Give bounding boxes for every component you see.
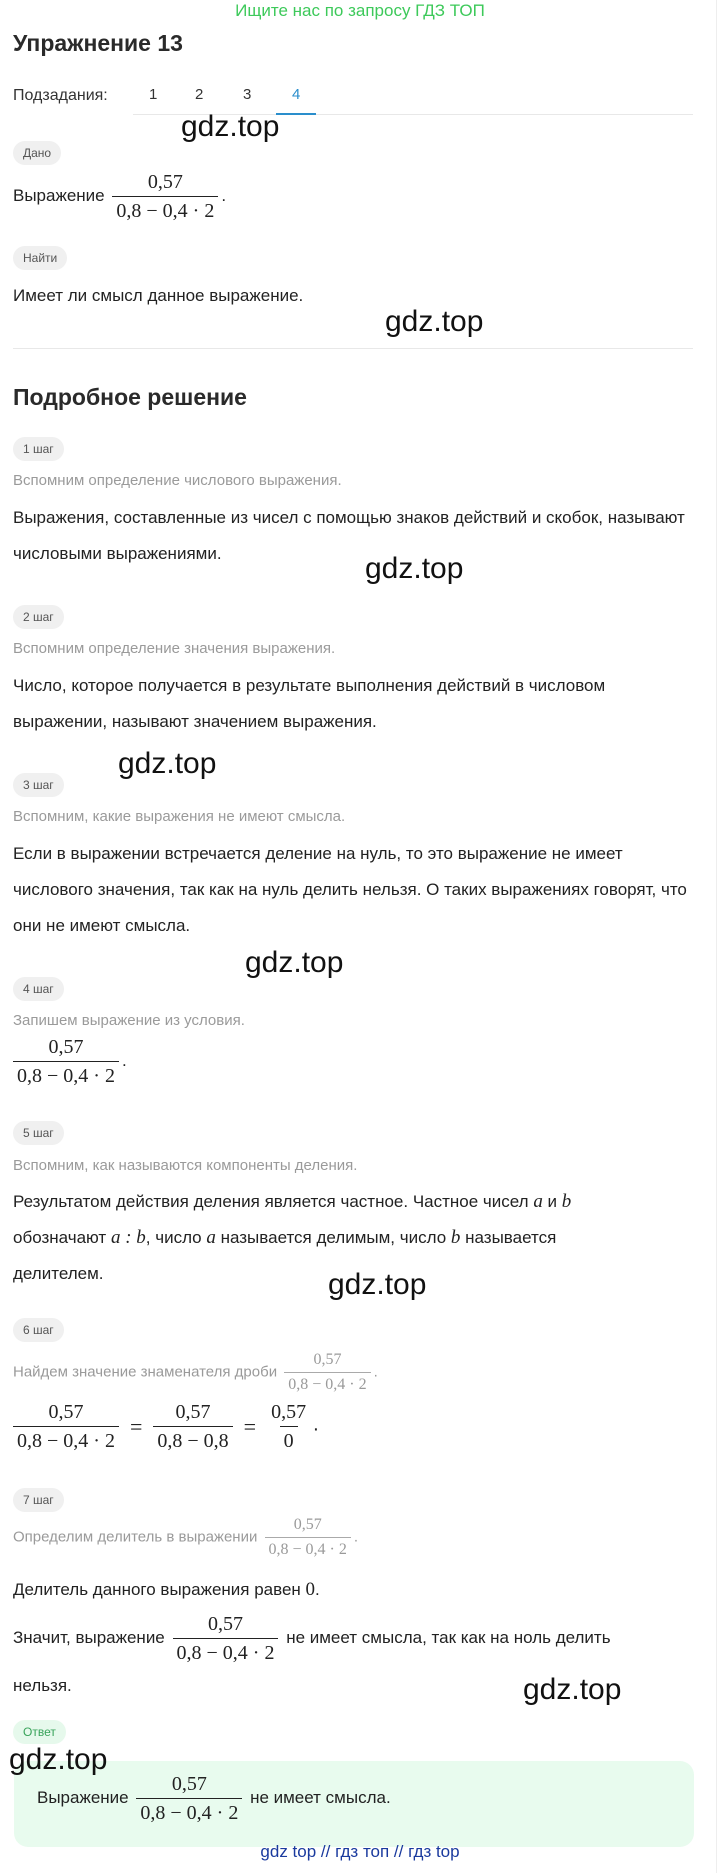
step-7-text: не имеет смысла, так как на ноль делить bbox=[286, 1627, 611, 1647]
and-word: и bbox=[547, 1192, 558, 1211]
step-3-text: Если в выражении встречается деление на нуль, то это выражение не имеет числового значения, так как на нуль делить нельзя. О таких выражениях говорят, что они не имеют смысла. bbox=[13, 844, 687, 935]
subtask-tab-1[interactable]: 1 bbox=[149, 86, 158, 103]
fraction-denominator: 0,8 − 0,8 bbox=[153, 1426, 232, 1453]
step-5-hint: Вспомним, как называются компоненты деления. bbox=[13, 1157, 358, 1174]
answer-text bbox=[37, 1772, 391, 1825]
var-a: a bbox=[533, 1191, 543, 1212]
given-expression bbox=[13, 170, 226, 223]
page-title: Упражнение 13 bbox=[13, 30, 183, 56]
watermark: gdz.top bbox=[385, 305, 484, 338]
fraction-denominator: 0,8 − 0,4 · 2 bbox=[265, 1537, 351, 1560]
step-5-text: Результатом действия деления является частное. Частное чисел bbox=[13, 1192, 529, 1211]
step-6-hint: Найдем значение знаменателя дроби $\frac{0,57}{0,8 - 0,4 \cdot 2}$ . bbox=[13, 1351, 378, 1393]
step-6-fraction-3 bbox=[267, 1400, 310, 1453]
fraction-denominator: 0,8 − 0,4 · 2 bbox=[173, 1638, 279, 1665]
footer-links[interactable]: gdz top // гдз топ // гдз top bbox=[260, 1842, 460, 1861]
step-7-text: Значит, выражение bbox=[13, 1627, 165, 1647]
active-tab-underline bbox=[276, 113, 316, 115]
given-pill: Дано bbox=[13, 141, 61, 165]
subtask-tab-4[interactable]: 4 bbox=[292, 86, 301, 103]
fraction-numerator: 0,57 bbox=[48, 1036, 84, 1058]
quotient-notation: a : b bbox=[110, 1227, 146, 1248]
equals-sign: = bbox=[243, 1413, 257, 1439]
step-6-hint-text: Найдем значение знаменателя дроби bbox=[13, 1363, 278, 1381]
step-7-fraction bbox=[173, 1612, 279, 1665]
period: . bbox=[315, 1580, 320, 1599]
fraction-numerator: 0,57 bbox=[207, 1613, 243, 1635]
step-7-line-1 bbox=[13, 1572, 320, 1608]
step-5-tail bbox=[13, 1256, 104, 1292]
step-7-text: Делитель данного выражения равен bbox=[13, 1580, 301, 1599]
find-text: Имеет ли смысл данное выражение. bbox=[13, 286, 304, 305]
fraction-denominator: 0,8 − 0,4 · 2 bbox=[284, 1372, 370, 1395]
step-3-hint: Вспомним, какие выражения не имеют смысла. bbox=[13, 808, 346, 825]
step-6-equation bbox=[10, 1400, 319, 1453]
step-5-line-1 bbox=[13, 1184, 571, 1220]
step-5-text: называется делимым, число bbox=[220, 1228, 447, 1247]
watermark: gdz.top bbox=[118, 747, 217, 780]
answer-prefix: Выражение bbox=[37, 1787, 129, 1807]
step-5-line-2 bbox=[13, 1220, 556, 1256]
answer-pill: Ответ bbox=[13, 1720, 66, 1744]
fraction-denominator: 0 bbox=[280, 1426, 298, 1453]
watermark: gdz.top bbox=[181, 110, 280, 143]
fraction-numerator: 0,57 bbox=[293, 1516, 322, 1533]
step-2-hint: Вспомним определение значения выражения. bbox=[13, 640, 336, 657]
step-5-text: делителем. bbox=[13, 1264, 104, 1283]
step-2-text: Число, которое получается в результате выполнения действий в числовом выражении, называют значением выражения. bbox=[13, 676, 606, 731]
step-4-suffix: . bbox=[121, 1050, 127, 1070]
step-3-pill: 3 шаг bbox=[13, 773, 64, 797]
solution-title: Подробное решение bbox=[13, 384, 247, 410]
watermark: gdz.top bbox=[245, 946, 344, 979]
step-7-hint: Определим делитель в выражении $\frac{0,57}{0,8 - 0,4 \cdot 2}$ . bbox=[13, 1516, 359, 1558]
fraction-numerator: 0,57 bbox=[147, 171, 183, 193]
fraction-numerator: 0,57 bbox=[48, 1401, 84, 1423]
step-7-hint-text: Определим делитель в выражении bbox=[13, 1528, 258, 1546]
find-pill: Найти bbox=[13, 246, 67, 270]
step-5-text: обозначают bbox=[13, 1228, 107, 1247]
page-edge-line bbox=[716, 0, 717, 1873]
subtask-tab-3[interactable]: 3 bbox=[243, 86, 252, 103]
period: . bbox=[313, 1413, 319, 1436]
step-1-pill: 1 шаг bbox=[13, 437, 64, 461]
var-b: b bbox=[561, 1191, 572, 1212]
step-7-line-2 bbox=[13, 1612, 611, 1665]
step-6-fraction-1 bbox=[13, 1400, 119, 1453]
var-b: b bbox=[450, 1227, 461, 1248]
step-4-pill: 4 шаг bbox=[13, 977, 64, 1001]
watermark: gdz.top bbox=[523, 1673, 622, 1706]
step-5-pill: 5 шаг bbox=[13, 1121, 64, 1145]
step-6-hint-fraction bbox=[284, 1350, 370, 1395]
step-7-hint-fraction bbox=[265, 1515, 351, 1560]
fraction-denominator: 0,8 − 0,4 · 2 bbox=[13, 1061, 119, 1088]
subtasks-label: Подзадания: bbox=[13, 87, 108, 104]
fraction-denominator: 0,8 − 0,4 · 2 bbox=[136, 1798, 242, 1825]
step-2-pill: 2 шаг bbox=[13, 605, 64, 629]
step-4-fraction bbox=[13, 1035, 119, 1088]
fraction-numerator: 0,57 bbox=[175, 1401, 211, 1423]
fraction-numerator: 0,57 bbox=[171, 1773, 207, 1795]
fraction-numerator: 0,57 bbox=[271, 1401, 307, 1423]
step-7-pill: 7 шаг bbox=[13, 1488, 64, 1512]
watermark: gdz.top bbox=[9, 1743, 108, 1776]
zero-value: 0 bbox=[305, 1579, 316, 1600]
watermark: gdz.top bbox=[365, 552, 464, 585]
given-fraction bbox=[112, 170, 218, 223]
equals-sign: = bbox=[129, 1413, 143, 1439]
given-prefix: Выражение bbox=[13, 185, 105, 205]
var-a: a bbox=[206, 1227, 216, 1248]
step-7-line-3: нельзя. bbox=[13, 1676, 72, 1695]
subtask-tab-2[interactable]: 2 bbox=[195, 86, 204, 103]
answer-fraction bbox=[136, 1772, 242, 1825]
step-5-text: , число bbox=[145, 1228, 202, 1247]
given-suffix: . bbox=[221, 185, 227, 205]
step-6-fraction-2 bbox=[153, 1400, 232, 1453]
step-1-text: Выражения, составленные из чисел с помощью знаков действий и скобок, называют числовыми выражениями. bbox=[13, 508, 685, 563]
watermark: gdz.top bbox=[328, 1268, 427, 1301]
fraction-denominator: 0,8 − 0,4 · 2 bbox=[13, 1426, 119, 1453]
step-4-hint: Запишем выражение из условия. bbox=[13, 1012, 245, 1029]
fraction-denominator: 0,8 − 0,4 · 2 bbox=[112, 196, 218, 223]
answer-suffix: не имеет смысла. bbox=[250, 1787, 391, 1807]
step-4-expression bbox=[10, 1035, 127, 1088]
step-1-hint: Вспомним определение числового выражения. bbox=[13, 472, 342, 489]
section-divider bbox=[13, 348, 693, 349]
step-5-text: называется bbox=[465, 1228, 557, 1247]
search-banner[interactable]: Ищите нас по запросу ГДЗ ТОП bbox=[235, 1, 485, 20]
fraction-numerator: 0,57 bbox=[313, 1351, 342, 1368]
step-6-pill: 6 шаг bbox=[13, 1318, 64, 1342]
